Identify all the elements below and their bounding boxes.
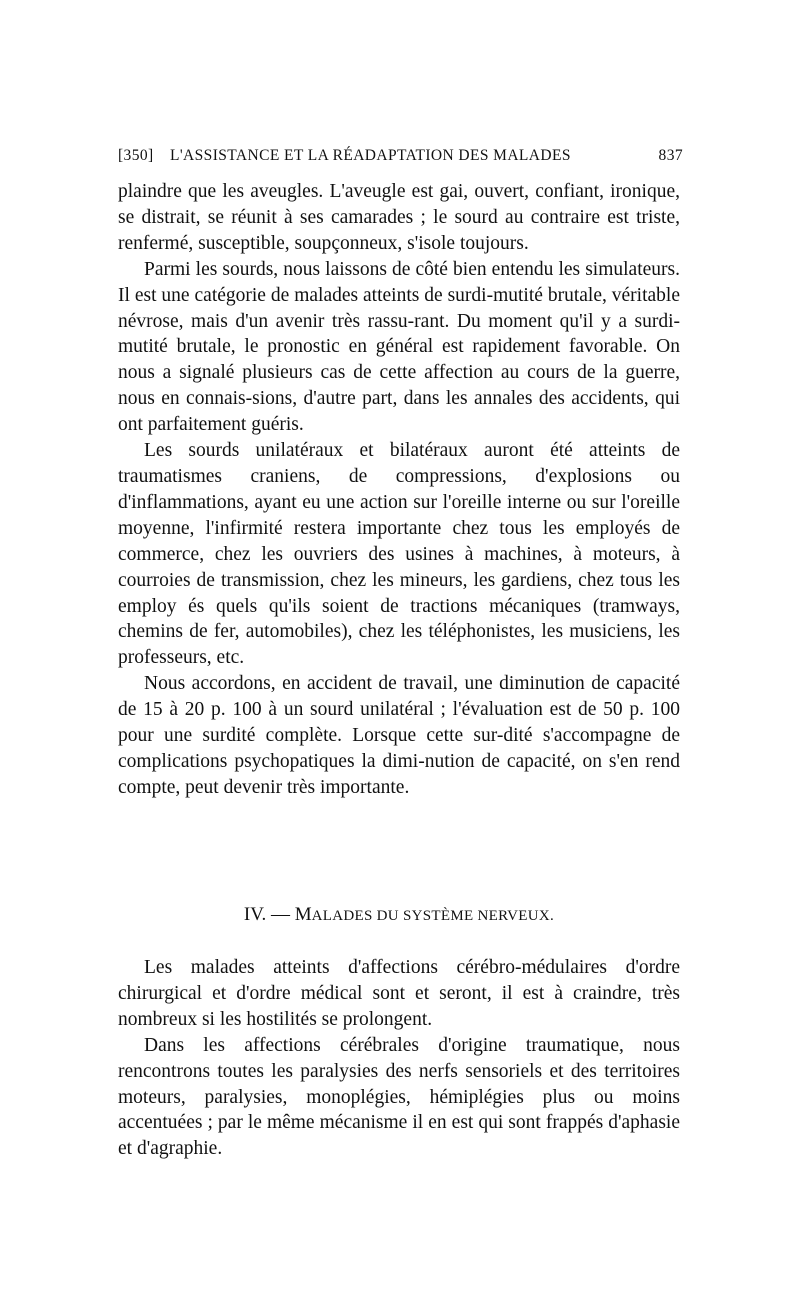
body-text-top [118, 179, 680, 801]
running-header [118, 147, 683, 171]
section-title-initial: M [294, 904, 312, 925]
paragraph-malades-cerebro: Les malades atteints d'affections cérébro-médulaires d'ordre chirurgical et d'ordre médical sont et seront, il est à craindre, très nombreux si les hostilités se prolongent. [118, 957, 680, 1030]
paragraph-sourds-simulateurs: Parmi les sourds, nous laissons de côté bien entendu les simulateurs. Il est une catégorie de malades atteints de surdi-mutité brutale, véritable névrose, mais d'un avenir très rassu-rant. Du moment qu'il y a surdi-mutité brutale, le pronostic en général est rapidement favorable. On nous a signalé plusieurs cas de cette affection au cours de la guerre, nous en connais-sions, d'autre part, dans les annales des accidents, qui ont parfaitement guéris. [118, 258, 680, 436]
paragraph-continuation: plaindre que les aveugles. L'aveugle est gai, ouvert, confiant, ironique, se distrait, se réunit à ses camarades ; le sourd au contraire est triste, renfermé, susceptible, soupçonneux, s'isole toujours. [118, 181, 680, 254]
body-text-bottom [118, 955, 680, 1162]
section-title-rest: ALADES DU SYSTÈME NERVEUX. [311, 908, 555, 924]
paragraph-diminution-capacite: Nous accordons, en accident de travail, une diminution de capacité de 15 à 20 p. 100 à un sourd unilatéral ; l'évaluation est de 50 p. 100 pour une surdité complète. Lorsque cette sur-dité s'accompagne de complications psychopatiques la dimi-nution de capacité, on s'en rend compte, peut devenir très importante. [118, 673, 680, 798]
paragraph-affections-cerebrales: Dans les affections cérébrales d'origine traumatique, nous rencontrons toutes les paralysies des nerfs sensoriels et des territoires moteurs, paralysies, monoplégies, hémiplégies plus ou moins accentuées ; par le même mécanisme il en est qui sont frappés d'aphasie et d'agraphie. [118, 1034, 680, 1160]
bracket-reference: [350] [118, 147, 154, 164]
section-heading [118, 904, 680, 926]
page-number: 837 [658, 147, 683, 164]
paragraph-sourds-unilateraux: Les sourds unilatéraux et bilatéraux auront été atteints de traumatismes craniens, de compressions, d'explosions ou d'inflammations, ayant eu une action sur l'oreille interne ou sur l'oreille moyenne, l'infirmité restera importante chez tous les employés de commerce, chez les ouvriers des usines à machines, à moteurs, à courroies de transmission, chez les mineurs, les gardiens, chez tous les employ és quels qu'ils soient de tractions mécaniques (tramways, chemins de fer, automobiles), chez les téléphonistes, les musiciens, les professeurs, etc. [118, 440, 680, 669]
running-title: L'ASSISTANCE ET LA RÉADAPTATION DES MALADES [170, 147, 571, 164]
section-numeral: IV. — [243, 904, 290, 925]
